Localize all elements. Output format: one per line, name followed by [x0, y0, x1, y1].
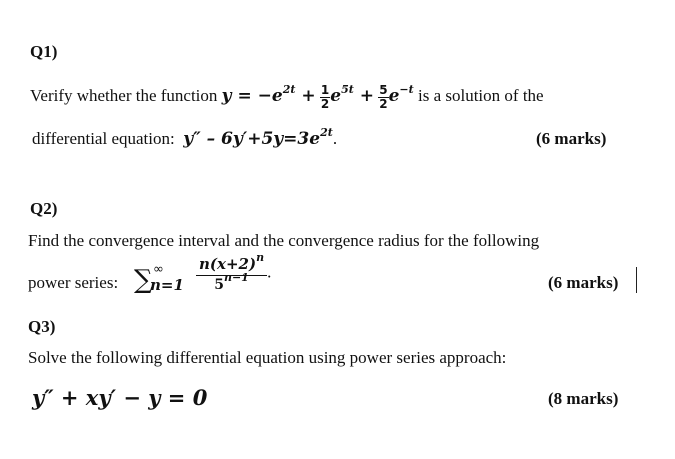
q2-fraction [196, 251, 272, 293]
q1-frac1-den: 2 [320, 97, 330, 111]
q1-frac2-den: 2 [379, 97, 388, 111]
q2-den-main: 5 [214, 277, 224, 293]
q2-num-exp: n [256, 251, 265, 264]
q1-plus1: + [295, 85, 316, 106]
q1-frac2 [378, 84, 388, 110]
q1-line1-text: Verify whether the function [30, 85, 218, 105]
q1-exp-2t: 2t [282, 82, 296, 96]
q1-equation: y″ – 6y′+5y=3e [183, 129, 321, 149]
q1-e2: e [388, 85, 400, 106]
q1-eq-exp: 2t [320, 126, 333, 139]
q2-label: power series: [28, 273, 119, 292]
q2-marks: (6 marks) [548, 273, 619, 292]
q2-denominator [196, 271, 267, 293]
q2-den-exp: n−1 [223, 271, 249, 284]
q1-exp-5t: 5t [341, 82, 354, 96]
q1-plus2: + [353, 85, 374, 106]
q1-line1 [30, 84, 544, 110]
q1-line1-tail: is a solution of the [417, 85, 544, 105]
q2-sum-lower: n=1 [150, 276, 184, 294]
q1-line2-text: differential equation: [32, 129, 175, 148]
q1-y-eq: y = −e [221, 85, 283, 106]
q1-frac1 [320, 84, 330, 110]
q1-frac2-num: 5 [379, 83, 388, 97]
q2-sum-upper: ∞ [153, 262, 164, 277]
text-cursor [636, 267, 637, 293]
q3-heading: Q3) [28, 317, 56, 336]
q1-e1: e [330, 85, 342, 106]
q3-line1: Solve the following differential equation using power series approach: [28, 348, 507, 367]
q2-line1: Find the convergence interval and the convergence radius for the following [28, 231, 540, 250]
q1-frac1-num: 1 [320, 83, 330, 97]
q1-marks: (6 marks) [536, 129, 607, 148]
q2-period: . [267, 262, 272, 282]
q2-num-main: n(x+2) [199, 255, 257, 273]
q2-heading: Q2) [30, 199, 58, 218]
q1-line2 [32, 126, 338, 149]
q3-equation: y″ + xy′ − y = 0 [32, 385, 208, 410]
q1-period: . [332, 129, 338, 148]
q1-heading: Q1) [30, 42, 58, 61]
q2-summation [134, 262, 184, 296]
q1-exp-neg-t: −t [399, 82, 414, 96]
q2-sigma: ∑ [134, 265, 153, 295]
q1-function [221, 82, 316, 106]
q3-marks: (8 marks) [548, 389, 619, 408]
